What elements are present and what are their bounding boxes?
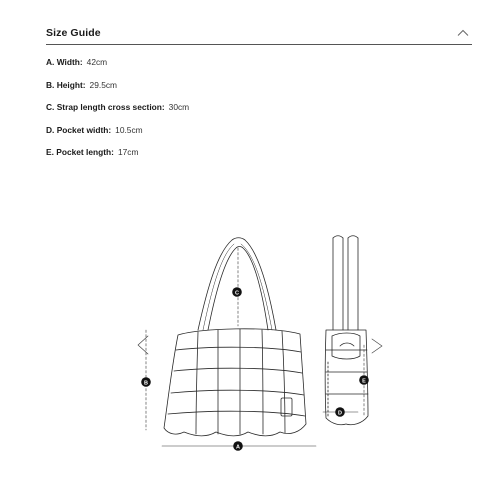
marker-label: A xyxy=(236,444,240,451)
marker-label: D xyxy=(338,410,342,417)
spec-label: A. Width: xyxy=(46,57,83,67)
marker-label: C xyxy=(235,290,239,297)
spec-label: B. Height: xyxy=(46,79,86,90)
marker-d xyxy=(335,407,345,417)
marker-a xyxy=(233,441,243,451)
spec-value: 10.5cm xyxy=(115,124,143,135)
size-guide-title: Size Guide xyxy=(46,27,101,39)
spec-value: 42cm xyxy=(86,57,108,67)
marker-e xyxy=(359,375,369,385)
arrow-markers xyxy=(138,336,382,354)
spec-label: D. Pocket width: xyxy=(46,124,112,135)
marker-c xyxy=(232,287,242,297)
marker-b xyxy=(141,377,151,387)
marker-label: E xyxy=(362,378,366,385)
spec-label: E. Pocket length: xyxy=(46,147,114,157)
bag-front-body xyxy=(164,329,306,436)
spec-label: C. Strap length cross section: xyxy=(46,102,165,112)
spec-value: 17cm xyxy=(117,147,139,157)
bag-front-strap xyxy=(198,238,276,330)
spec-value: 29.5cm xyxy=(89,79,118,90)
spec-value: 30cm xyxy=(168,102,190,112)
marker-label: B xyxy=(144,380,148,387)
dimension-lines xyxy=(146,248,364,446)
bag-side-strap xyxy=(333,236,358,330)
